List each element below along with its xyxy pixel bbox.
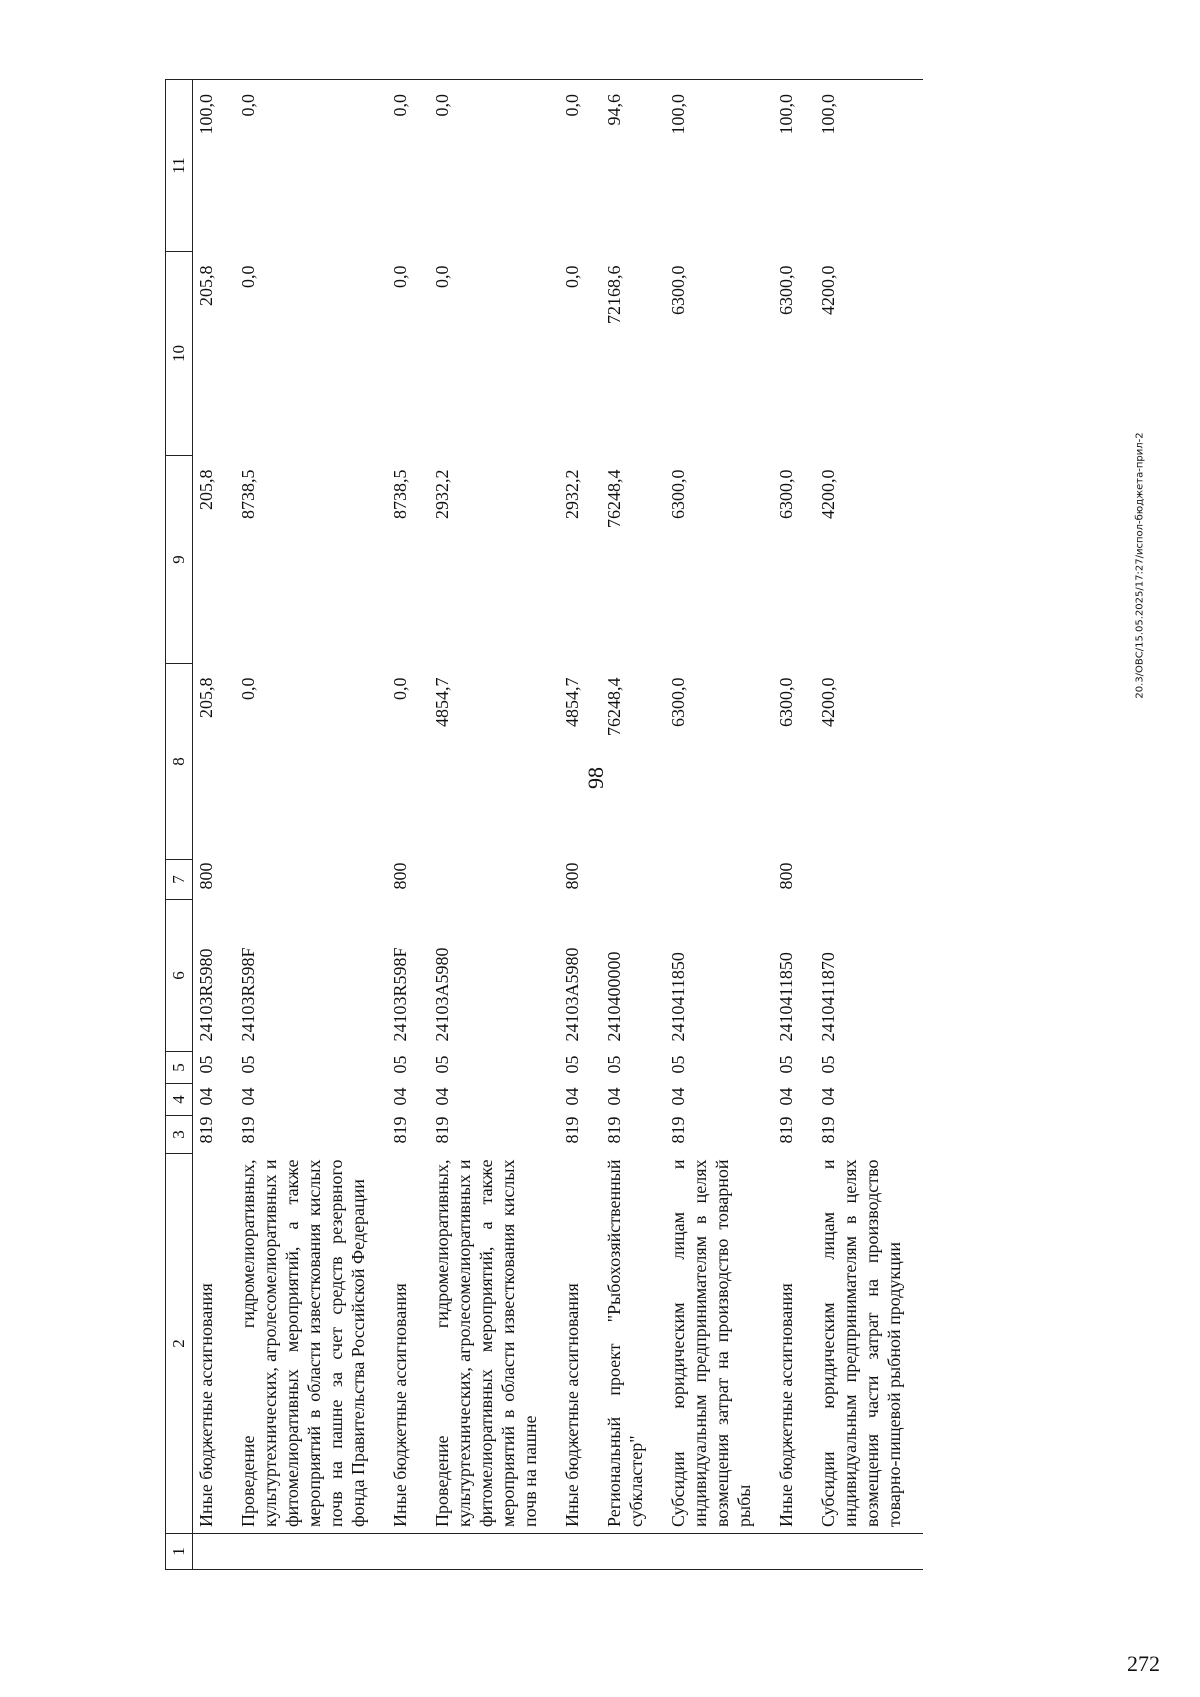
cell-gr: 819 <box>776 1116 796 1144</box>
cell-executed: 0,0 <box>390 265 410 288</box>
cell-gr: 819 <box>432 1116 452 1144</box>
cell-csr: 2410411850 <box>668 952 688 1042</box>
cell-index <box>601 1534 665 1570</box>
cell-plan: 0,0 <box>390 677 410 700</box>
cell-csr: 24103R598F <box>390 947 410 1042</box>
cell-pr: 05 <box>776 1055 796 1074</box>
cell-rz: 04 <box>432 1087 452 1106</box>
cell-gr: 819 <box>196 1116 216 1144</box>
cell-plan: 76248,4 <box>604 677 624 736</box>
cell-specified: 205,8 <box>196 469 216 510</box>
cell-executed: 72168,6 <box>604 265 624 324</box>
cell-rz: 04 <box>196 1087 216 1106</box>
cell-index <box>773 1534 815 1570</box>
cell-vr <box>665 860 773 900</box>
cell-percent: 0,0 <box>429 80 559 252</box>
cell-index <box>665 1534 773 1570</box>
cell-vr <box>429 860 559 900</box>
cell-gr: 819 <box>668 1116 688 1144</box>
cell-name: Субсидии юридическим лицам и индивидуальным предпринимателям в целях возмещения затрат на производство товарной рыбы <box>668 1159 754 1527</box>
table-row <box>601 80 665 1570</box>
cell-index <box>815 1534 923 1570</box>
cell-rz: 04 <box>238 1087 258 1106</box>
cell-plan: 205,8 <box>196 677 216 718</box>
cell-specified: 8738,5 <box>390 469 410 519</box>
cell-percent: 100,0 <box>773 80 815 252</box>
cell-rz: 04 <box>390 1087 410 1106</box>
cell-name: Проведение гидромелиоративных, культуртехнических, агролесомелиоративных и фитомелиоративных мероприятий, а также мероприятий в области известкования кислых почв на пашне за счет средств резервного фонда Правительства Российской Федерации <box>238 1159 368 1527</box>
cell-csr: 24103A5980 <box>562 947 582 1042</box>
cell-pr: 05 <box>818 1055 838 1074</box>
cell-executed: 0,0 <box>562 265 582 288</box>
cell-name: Региональный проект "Рыбохозяйственный субкластер" <box>604 1159 646 1527</box>
cell-pr: 05 <box>196 1055 216 1074</box>
cell-specified: 6300,0 <box>668 469 688 519</box>
table-row <box>235 80 387 1570</box>
cell-rz: 04 <box>562 1087 582 1106</box>
document-footer-code: 20.3/ОВС/15.05.2025/17:27/испол-бюджета-прил-2 <box>1134 432 1146 699</box>
cell-rz: 04 <box>818 1087 838 1106</box>
cell-csr: 2410400000 <box>604 951 624 1042</box>
page-number: 98 <box>583 767 608 789</box>
cell-name: Иные бюджетные ассигнования <box>562 1283 582 1527</box>
cell-index <box>559 1534 601 1570</box>
cell-executed: 6300,0 <box>776 265 796 315</box>
cell-vr: 800 <box>776 862 796 890</box>
cell-percent: 100,0 <box>665 80 773 252</box>
cell-vr: 800 <box>390 862 410 890</box>
cell-vr <box>815 860 923 900</box>
cell-vr <box>601 860 665 900</box>
cell-csr: 24103R598F <box>238 947 258 1042</box>
column-header-10: 10 <box>166 252 193 456</box>
cell-specified: 4200,0 <box>818 469 838 519</box>
cell-gr: 819 <box>562 1116 582 1144</box>
cell-plan: 4854,7 <box>562 677 582 727</box>
cell-executed: 0,0 <box>238 265 258 288</box>
cell-csr: 2410411870 <box>818 952 838 1042</box>
cell-plan: 4200,0 <box>818 677 838 727</box>
cell-vr: 800 <box>562 862 582 890</box>
cell-plan: 0,0 <box>238 677 258 700</box>
cell-specified: 76248,4 <box>604 469 624 528</box>
table-row <box>665 80 773 1570</box>
cell-pr: 05 <box>562 1055 582 1074</box>
column-header-9: 9 <box>166 456 193 664</box>
cell-gr: 819 <box>604 1116 624 1144</box>
column-header-1: 1 <box>166 1534 193 1570</box>
cell-pr: 05 <box>604 1055 624 1074</box>
column-header-11: 11 <box>166 80 193 252</box>
cell-percent: 0,0 <box>559 80 601 252</box>
cell-plan: 4854,7 <box>432 677 452 727</box>
table-row <box>429 80 559 1570</box>
cell-executed: 4200,0 <box>818 265 838 315</box>
cell-index <box>235 1534 387 1570</box>
cell-rz: 04 <box>604 1087 624 1106</box>
cell-rz: 04 <box>668 1087 688 1106</box>
cell-name: Проведение гидромелиоративных, культуртехнических, агролесомелиоративных и фитомелиоративных мероприятий, а также мероприятий в области известкования кислых почв на пашне <box>432 1159 540 1527</box>
column-header-6: 6 <box>166 900 193 1052</box>
cell-percent: 0,0 <box>235 80 387 252</box>
column-header-8: 8 <box>166 664 193 860</box>
cell-index <box>429 1534 559 1570</box>
budget-execution-table <box>165 79 923 1570</box>
cell-name: Иные бюджетные ассигнования <box>776 1283 796 1527</box>
cell-gr: 819 <box>390 1116 410 1144</box>
cell-pr: 05 <box>668 1055 688 1074</box>
cell-percent: 100,0 <box>193 80 236 252</box>
table-body <box>193 80 924 1570</box>
sheet-number: 272 <box>1127 1651 1160 1676</box>
cell-pr: 05 <box>432 1055 452 1074</box>
cell-index <box>387 1534 429 1570</box>
column-header-2: 2 <box>166 1154 193 1534</box>
table-header-row <box>166 80 193 1570</box>
cell-specified: 2932,2 <box>562 469 582 519</box>
cell-vr: 800 <box>196 862 216 890</box>
cell-executed: 6300,0 <box>668 265 688 315</box>
table-row <box>193 80 236 1570</box>
cell-percent: 94,6 <box>601 80 665 252</box>
cell-gr: 819 <box>238 1116 258 1144</box>
table-row <box>815 80 923 1570</box>
cell-name: Субсидии юридическим лицам и индивидуальным предпринимателям в целях возмещения части затрат на производство товарно-пищевой рыбной продукции <box>818 1159 904 1527</box>
cell-executed: 205,8 <box>196 265 216 306</box>
table-row <box>387 80 429 1570</box>
column-header-5: 5 <box>166 1052 193 1084</box>
cell-specified: 8738,5 <box>238 469 258 519</box>
rotated-budget-sheet <box>165 80 1105 1570</box>
cell-pr: 05 <box>238 1055 258 1074</box>
cell-csr: 2410411850 <box>776 952 796 1042</box>
cell-plan: 6300,0 <box>776 677 796 727</box>
cell-name: Иные бюджетные ассигнования <box>390 1283 410 1527</box>
cell-name: Иные бюджетные ассигнования <box>196 1283 216 1527</box>
cell-specified: 6300,0 <box>776 469 796 519</box>
cell-plan: 6300,0 <box>668 677 688 727</box>
table-row <box>559 80 601 1570</box>
table-row <box>773 80 815 1570</box>
cell-vr <box>235 860 387 900</box>
cell-specified: 2932,2 <box>432 469 452 519</box>
cell-csr: 24103A5980 <box>432 947 452 1042</box>
cell-gr: 819 <box>818 1116 838 1144</box>
cell-percent: 0,0 <box>387 80 429 252</box>
column-header-3: 3 <box>166 1116 193 1154</box>
cell-executed: 0,0 <box>432 265 452 288</box>
cell-index <box>193 1534 236 1570</box>
cell-rz: 04 <box>776 1087 796 1106</box>
column-header-4: 4 <box>166 1084 193 1116</box>
column-header-7: 7 <box>166 860 193 900</box>
cell-csr: 24103R5980 <box>196 948 216 1042</box>
cell-percent: 100,0 <box>815 80 923 252</box>
cell-pr: 05 <box>390 1055 410 1074</box>
